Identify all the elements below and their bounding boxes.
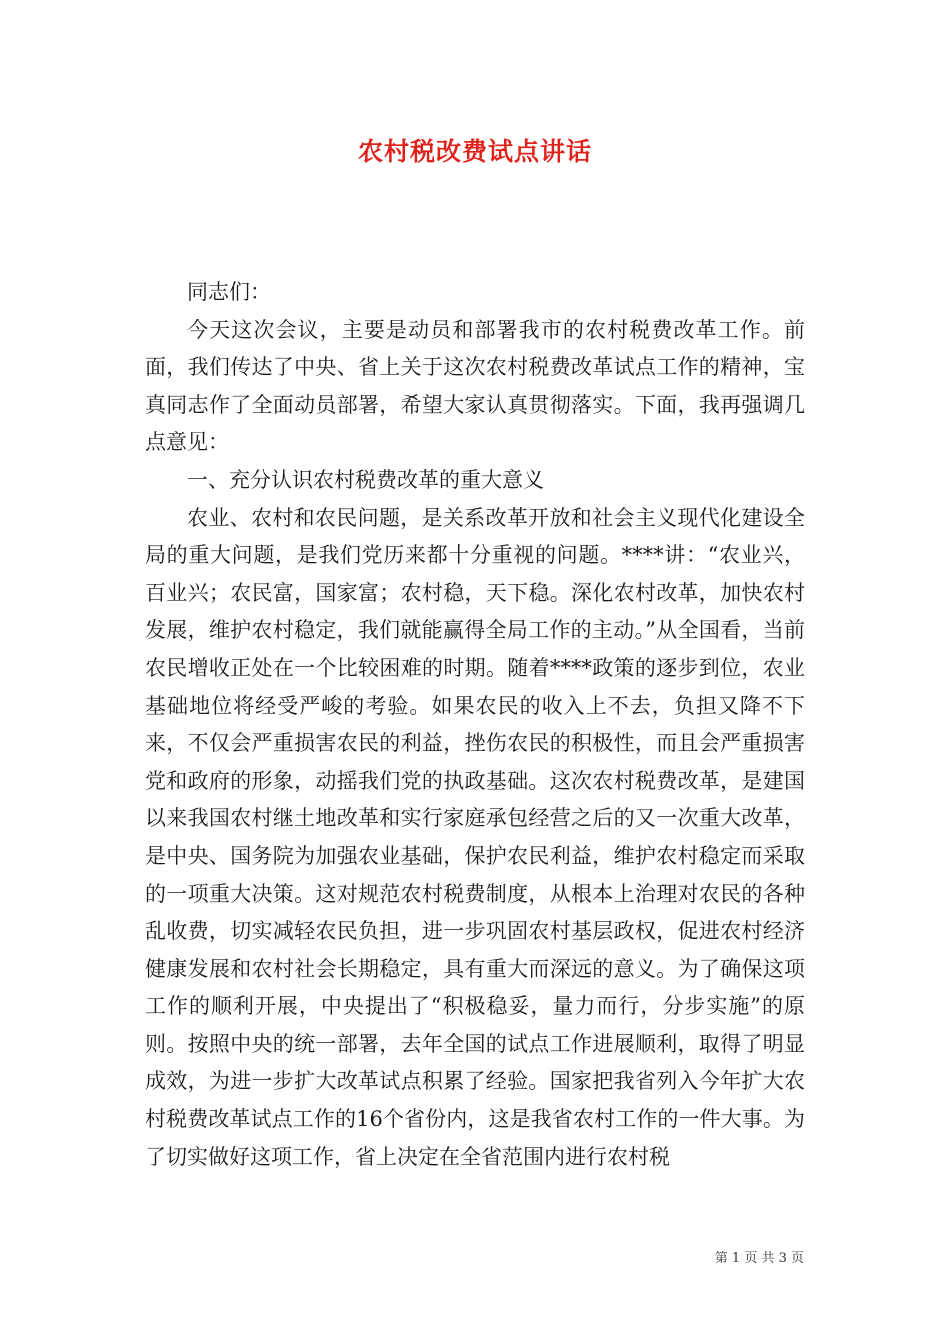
salutation: 同志们：	[187, 280, 271, 304]
section-heading-1: 一、充分认识农村税费改革的重大意义	[187, 467, 544, 492]
paragraph-body: 农业、农村和农民问题，是关系改革开放和社会主义现代化建设全局的重大问题，是我们党历来都十分重视的问题。****讲：“农业兴，百业兴；农民富，国家富；农村稳，天下稳。深化农村改革，加快农村发展，维护农村稳定，我们就能赢得全局工作的主动。”从全国看，当前农民增收正处在一个比较困难的时期。随着****政策的逐步到位，农业基础地位将经受严峻的考验。如果农民的收入上不去，负担又降不下来，不仅会严重损害农民的利益，挫伤农民的积极性，而且会严重损害党和政府的形象，动摇我们党的执政基础。这次农村税费改革，是建国以来我国农村继土地改革和实行家庭承包经营之后的又一次重大改革，是中央、国务院为加强农业基础，保护农民利益，维护农村稳定而采取的一项重大决策。这对规范农村税费制度，从根本上治理对农民的各种乱收费，切实减轻农民负担，进一步巩固农村基层政权，促进农村经济健康发展和农村社会长期稳定，具有重大而深远的意义。为了确保这项工作的顺利开展，中央提出了“积极稳妥，量力而行，分步实施”的原则。按照中央的统一部署，去年全国的试点工作进展顺利，取得了明显成效，为进一步扩大改革试点积累了经验。国家把我省列入今年扩大农村税费改革试点工作的16个省份内，这是我省农村工作的一件大事。为了切实做好这项工作，省上决定在全省范围内进行农村税	[145, 505, 805, 1169]
page-title: 农村税改费试点讲话	[357, 137, 592, 166]
document-body	[145, 274, 805, 1176]
paragraph-intro: 今天这次会议，主要是动员和部署我市的农村税费改革工作。前面，我们传达了中央、省上关于这次农村税费改革试点工作的精神，宝真同志作了全面动员部署，希望大家认真贯彻落实。下面，我再强调几点意见：	[145, 317, 805, 455]
page-number-footer: 第 1 页 共 3 页	[714, 1251, 804, 1266]
